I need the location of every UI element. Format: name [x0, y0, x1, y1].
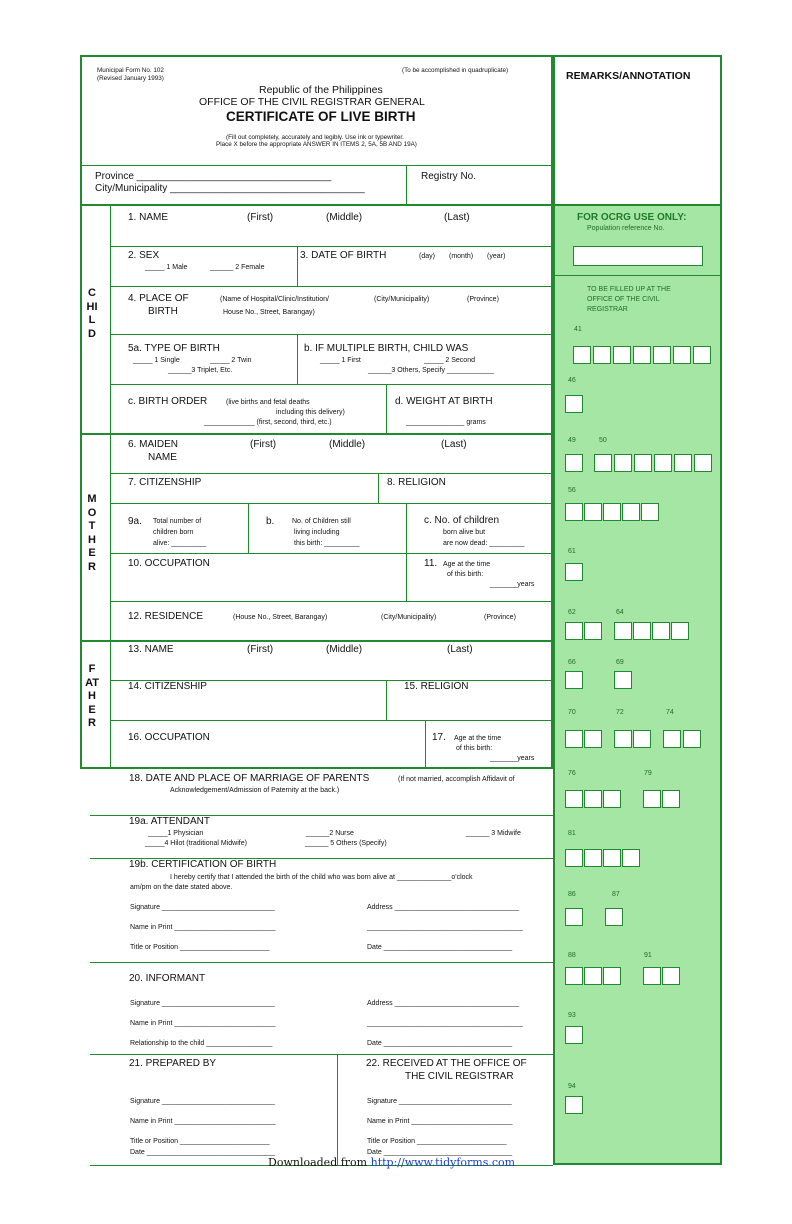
father-first-label: (First)	[247, 644, 274, 655]
fill-note-2: OFFICE OF THE CIVIL	[587, 296, 660, 303]
birth-type-label: 5a. TYPE OF BIRTH	[128, 343, 220, 354]
code-93: 93	[568, 1012, 576, 1019]
code-70: 70	[568, 709, 576, 716]
box-66[interactable]	[565, 671, 583, 689]
marriage-note-2: Acknowledgement/Admission of Paternity at the back.)	[170, 787, 340, 794]
certification-text-1: I hereby certify that I attended the birth of the child who was born alive at ______________o'clock	[170, 874, 473, 881]
code-79: 79	[644, 770, 652, 777]
attendant-label: 19a. ATTENDANT	[129, 816, 210, 827]
office-label: OFFICE OF THE CIVIL REGISTRAR GENERAL	[199, 96, 425, 108]
received-signature-field[interactable]: Signature _____________________________	[367, 1098, 512, 1105]
child-side-label: CHILD	[86, 287, 98, 340]
box-94[interactable]	[565, 1096, 583, 1114]
box-46[interactable]	[565, 395, 583, 413]
certification-text-2: am/pm on the date stated above.	[130, 884, 233, 891]
twin-option[interactable]: _____ 2 Twin	[210, 357, 252, 364]
cert-date-field[interactable]: Date _________________________________	[367, 944, 513, 951]
multiple-birth-label: b. IF MULTIPLE BIRTH, CHILD WAS	[304, 343, 469, 354]
midwife-option[interactable]: ______ 3 Midwife	[466, 830, 521, 837]
dob-label[interactable]: 3. DATE OF BIRTH	[300, 250, 387, 261]
child-first-label: (First)	[247, 212, 274, 223]
received-date-field[interactable]: Date _________________________________	[367, 1149, 513, 1156]
remarks-title: REMARKS/ANNOTATION	[566, 70, 691, 82]
second-option[interactable]: _____ 2 Second	[424, 357, 475, 364]
informant-name-field[interactable]: Name in Print __________________________	[130, 1020, 276, 1027]
footer-link[interactable]: http://www.tidyforms.com	[370, 1156, 516, 1169]
mother-citizenship-label[interactable]: 7. CITIZENSHIP	[128, 477, 202, 488]
children-living-field[interactable]: this birth: _________	[294, 540, 360, 547]
nurse-option[interactable]: ______2 Nurse	[306, 830, 354, 837]
box-61[interactable]	[565, 563, 583, 581]
code-87: 87	[612, 891, 620, 898]
prepared-by-label: 21. PREPARED BY	[129, 1058, 217, 1069]
pob-label-2: BIRTH	[148, 306, 178, 317]
population-ref-box[interactable]	[573, 246, 703, 266]
informant-address-line-2[interactable]: ________________________________________	[367, 1020, 523, 1027]
informant-label: 20. INFORMANT	[129, 973, 206, 984]
code-69: 69	[616, 659, 624, 666]
box-49[interactable]	[565, 454, 583, 472]
pob-label[interactable]: 4. PLACE OF	[128, 293, 189, 304]
mother-occupation-label[interactable]: 10. OCCUPATION	[128, 558, 210, 569]
cert-signature-field[interactable]: Signature _____________________________	[130, 904, 275, 911]
male-option[interactable]: _____ 1 Male	[145, 264, 188, 271]
code-56: 56	[568, 487, 576, 494]
form-revision: (Revised January 1993)	[97, 75, 164, 82]
item-9c-label: c. No. of children	[424, 515, 500, 526]
maiden-name-label-2: NAME	[148, 452, 177, 463]
children-dead-field[interactable]: are now dead: _________	[443, 540, 525, 547]
father-age-label-1: Age at the time	[454, 735, 502, 742]
code-81: 81	[568, 830, 576, 837]
received-title-field[interactable]: Title or Position _______________________	[367, 1138, 507, 1145]
prepared-title-field[interactable]: Title or Position _______________________	[130, 1138, 270, 1145]
dob-month: (month)	[449, 253, 474, 260]
informant-address-field[interactable]: Address ________________________________	[367, 1000, 520, 1007]
residence-city-hint: (City/Municipality)	[381, 614, 437, 621]
fill-note-1: TO BE FILLED UP AT THE	[587, 286, 671, 293]
child-last-label: (Last)	[444, 212, 470, 223]
cert-address-line-2[interactable]: ________________________________________	[367, 924, 523, 931]
mother-age-number: 11.	[424, 558, 438, 569]
code-49: 49	[568, 437, 576, 444]
father-religion-label[interactable]: 15. RELIGION	[404, 681, 469, 692]
code-86: 86	[568, 891, 576, 898]
form-number: Municipal Form No. 102	[97, 67, 164, 74]
children-born-alive-field[interactable]: alive: _________	[153, 540, 207, 547]
code-91: 91	[644, 952, 652, 959]
children-living-2: living including	[294, 529, 340, 536]
population-ref-label: Population reference No.	[587, 225, 665, 232]
birth-order-note: (live births and fetal deaths	[226, 399, 310, 406]
father-age-label-2: of this birth:	[456, 745, 493, 752]
province-field[interactable]: Province ___________________________________	[95, 171, 332, 182]
child-name-label[interactable]: 1. NAME	[128, 212, 169, 223]
code-94: 94	[568, 1083, 576, 1090]
mother-side-label: MOTHER	[87, 493, 97, 573]
box-69[interactable]	[614, 671, 632, 689]
certification-label: 19b. CERTIFICATION OF BIRTH	[129, 859, 277, 870]
residence-province-hint: (Province)	[484, 614, 516, 621]
prepared-name-field[interactable]: Name in Print __________________________	[130, 1118, 276, 1125]
marriage-label[interactable]: 18. DATE AND PLACE OF MARRIAGE OF PARENTS	[129, 773, 370, 784]
pob-hospital-hint: (Name of Hospital/Clinic/Institution/	[220, 296, 329, 303]
instructions-1: (Fill out completely, accurately and legibly. Use ink or typewriter.	[226, 134, 404, 141]
female-option[interactable]: ______ 2 Female	[210, 264, 265, 271]
others-attendant-option[interactable]: ______ 5 Others (Specify)	[305, 840, 387, 847]
received-label: 22. RECEIVED AT THE OFFICE OF	[366, 1058, 527, 1069]
mother-religion-label[interactable]: 8. RELIGION	[387, 477, 446, 488]
residence-label[interactable]: 12. RESIDENCE	[128, 611, 204, 622]
single-option[interactable]: _____ 1 Single	[133, 357, 180, 364]
father-age-field[interactable]: _______years	[490, 755, 535, 762]
triplet-option[interactable]: ______3 Triplet, Etc.	[168, 367, 233, 374]
ocrg-title: FOR OCRG USE ONLY:	[577, 212, 687, 223]
code-41: 41	[574, 326, 582, 333]
item-9b-label: b.	[266, 516, 275, 527]
cert-name-field[interactable]: Name in Print __________________________	[130, 924, 276, 931]
first-option[interactable]: _____ 1 First	[320, 357, 361, 364]
weight-label: d. WEIGHT AT BIRTH	[395, 396, 493, 407]
physician-option[interactable]: _____1 Physician	[148, 830, 204, 837]
informant-relationship-field[interactable]: Relationship to the child _________________	[130, 1040, 273, 1047]
informant-date-field[interactable]: Date _________________________________	[367, 1040, 513, 1047]
code-62: 62	[568, 609, 576, 616]
instructions-2: Place X before the appropriate ANSWER IN ITEMS 2, 5A, 5B AND 19A)	[216, 141, 417, 148]
quadruplicate-note: (To be accomplished in quadruplicate)	[402, 67, 509, 74]
child-middle-label: (Middle)	[326, 212, 363, 223]
father-middle-label: (Middle)	[326, 644, 363, 655]
mother-middle-label: (Middle)	[329, 439, 366, 450]
box-87[interactable]	[605, 908, 623, 926]
birth-order-field[interactable]: _____________ (first, second, third, etc.)	[204, 419, 332, 426]
marriage-note: (If not married, accomplish Affidavit of	[398, 776, 515, 783]
cert-address-field[interactable]: Address ________________________________	[367, 904, 520, 911]
code-50: 50	[599, 437, 607, 444]
children-born-alive-2: children born	[153, 529, 194, 536]
code-61: 61	[568, 548, 576, 555]
city-field[interactable]: City/Municipality ___________________________________	[95, 183, 365, 194]
dob-day: (day)	[419, 253, 435, 260]
residence-house-hint: (House No., Street, Barangay)	[233, 614, 328, 621]
page-title: CERTIFICATE OF LIVE BIRTH	[226, 109, 416, 124]
father-occupation-label[interactable]: 16. OCCUPATION	[128, 732, 210, 743]
mother-age-label-1: Age at the time	[443, 561, 491, 568]
footer-prefix: Downloaded from	[268, 1156, 371, 1169]
prepared-date-field[interactable]: Date _________________________________	[130, 1149, 276, 1156]
item-9a-label: 9a.	[128, 516, 142, 527]
code-46: 46	[568, 377, 576, 384]
code-72: 72	[616, 709, 624, 716]
box-86[interactable]	[565, 908, 583, 926]
father-citizenship-label[interactable]: 14. CITIZENSHIP	[128, 681, 207, 692]
children-living-1: No. of Children still	[292, 518, 351, 525]
box-93[interactable]	[565, 1026, 583, 1044]
informant-signature-field[interactable]: Signature _____________________________	[130, 1000, 275, 1007]
mother-first-label: (First)	[250, 439, 277, 450]
received-label-2: THE CIVIL REGISTRAR	[405, 1071, 514, 1082]
mother-age-field[interactable]: _______years	[490, 581, 535, 588]
mother-age-label-2: of this birth:	[447, 571, 484, 578]
pob-house-hint: House No., Street, Barangay)	[223, 309, 315, 316]
registry-no-field[interactable]: Registry No.	[421, 171, 477, 182]
footer-note	[268, 1156, 515, 1169]
hilot-option[interactable]: _____4 Hilot (traditional Midwife)	[145, 840, 247, 847]
code-74: 74	[666, 709, 674, 716]
father-last-label: (Last)	[447, 644, 473, 655]
father-name-label[interactable]: 13. NAME	[128, 644, 174, 655]
sex-label: 2. SEX	[128, 250, 160, 261]
pob-province-hint: (Province)	[467, 296, 499, 303]
prepared-signature-field[interactable]: Signature _____________________________	[130, 1098, 275, 1105]
dob-year: (year)	[487, 253, 506, 260]
maiden-name-label[interactable]: 6. MAIDEN	[128, 439, 179, 450]
code-88: 88	[568, 952, 576, 959]
children-dead-2: born alive but	[443, 529, 486, 536]
children-born-alive-1: Total number of	[153, 518, 202, 525]
code-66: 66	[568, 659, 576, 666]
mother-last-label: (Last)	[441, 439, 467, 450]
code-64: 64	[616, 609, 624, 616]
pob-city-hint: (City/Municipality)	[374, 296, 430, 303]
father-side-label: FATHER	[85, 663, 99, 729]
cert-title-field[interactable]: Title or Position _______________________	[130, 944, 270, 951]
birth-order-label: c. BIRTH ORDER	[128, 396, 208, 407]
father-age-number: 17.	[432, 732, 446, 743]
fill-note-3: REGISTRAR	[587, 306, 628, 313]
weight-field[interactable]: _______________ grams	[406, 419, 486, 426]
others-option[interactable]: ______3 Others, Specify ____________	[368, 367, 494, 374]
birth-order-note-2: including this delivery)	[276, 409, 345, 416]
code-76: 76	[568, 770, 576, 777]
republic-label: Republic of the Philippines	[259, 84, 383, 96]
received-name-field[interactable]: Name in Print __________________________	[367, 1118, 513, 1125]
